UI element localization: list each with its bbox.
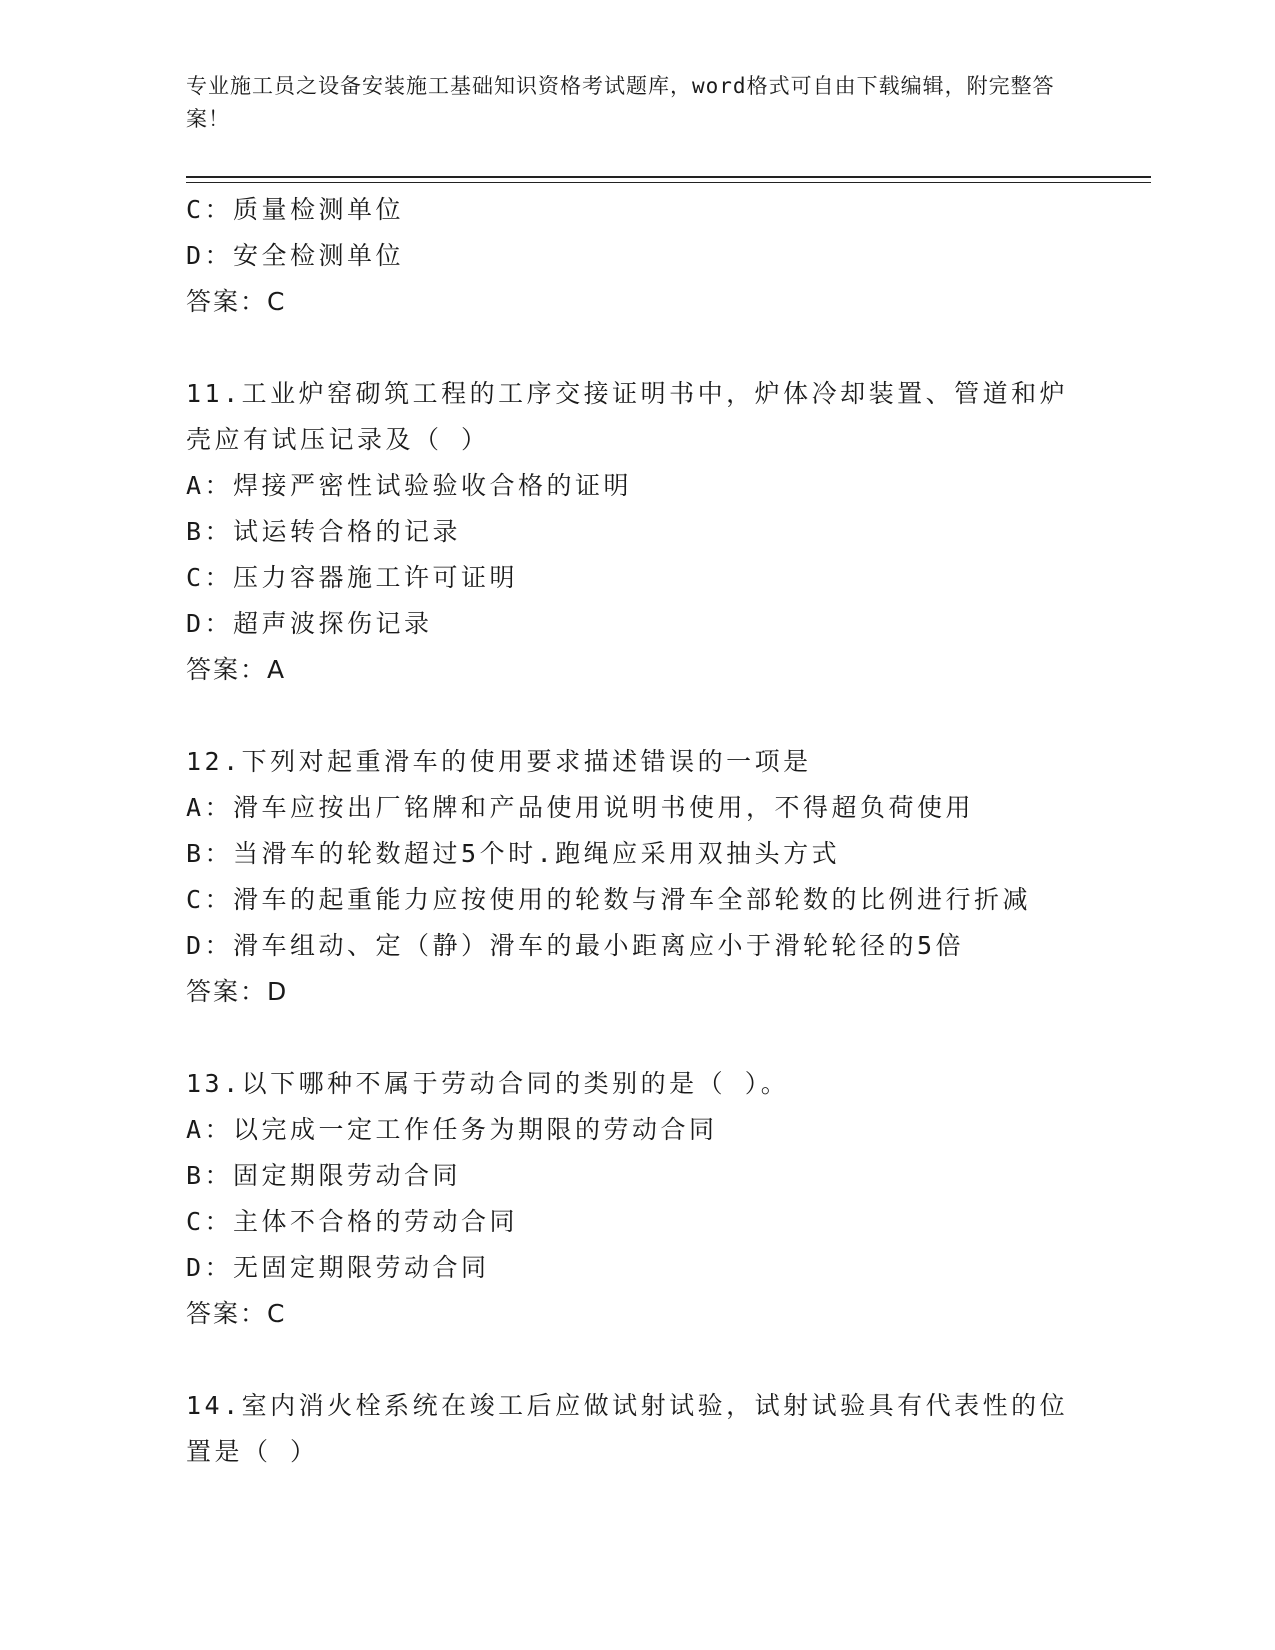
spacer xyxy=(186,325,1086,371)
document-header: 专业施工员之设备安装施工基础知识资格考试题库，word格式可自由下载编辑，附完整答案！ xyxy=(186,74,1055,131)
option-c: C：主体不合格的劳动合同 xyxy=(186,1207,519,1236)
answer: 答案：D xyxy=(186,977,289,1006)
spacer xyxy=(186,1337,1086,1383)
question-text: 11.工业炉窑砌筑工程的工序交接证明书中，炉体冷却装置、管道和炉壳应有试压记录及（ ） xyxy=(186,379,1069,454)
option-a: A：以完成一定工作任务为期限的劳动合同 xyxy=(186,1115,718,1144)
option-d: D：无固定期限劳动合同 xyxy=(186,1253,490,1282)
question-text: 14.室内消火栓系统在竣工后应做试射试验，试射试验具有代表性的位置是（ ） xyxy=(186,1391,1069,1466)
spacer xyxy=(186,693,1086,739)
option-d: D：超声波探伤记录 xyxy=(186,609,433,638)
question-text: 13.以下哪种不属于劳动合同的类别的是（ ）。 xyxy=(186,1069,790,1098)
option-d: D：安全检测单位 xyxy=(186,241,405,270)
question-14 xyxy=(186,1383,1086,1475)
question-10 xyxy=(186,187,1086,325)
question-13 xyxy=(186,1061,1086,1337)
option-a: A：焊接严密性试验验收合格的证明 xyxy=(186,471,633,500)
spacer xyxy=(186,1015,1086,1061)
question-12 xyxy=(186,739,1086,1015)
question-11 xyxy=(186,371,1086,693)
question-text: 12.下列对起重滑车的使用要求描述错误的一项是 xyxy=(186,747,812,776)
option-b: B：固定期限劳动合同 xyxy=(186,1161,462,1190)
answer: 答案：C xyxy=(186,1299,287,1328)
option-a: A：滑车应按出厂铭牌和产品使用说明书使用，不得超负荷使用 xyxy=(186,793,975,822)
answer: 答案：A xyxy=(186,655,287,684)
answer: 答案：C xyxy=(186,287,287,316)
option-b: B：当滑车的轮数超过5个时.跑绳应采用双抽头方式 xyxy=(186,839,841,868)
option-b: B：试运转合格的记录 xyxy=(186,517,462,546)
option-c: C：质量检测单位 xyxy=(186,195,405,224)
header-rule-thick xyxy=(186,176,1151,178)
header-rule-thin xyxy=(186,182,1151,183)
question-list xyxy=(186,187,1086,1475)
option-c: C：滑车的起重能力应按使用的轮数与滑车全部轮数的比例进行折减 xyxy=(186,885,1032,914)
option-c: C：压力容器施工许可证明 xyxy=(186,563,519,592)
option-d: D：滑车组动、定（静）滑车的最小距离应小于滑轮轮径的5倍 xyxy=(186,931,965,960)
